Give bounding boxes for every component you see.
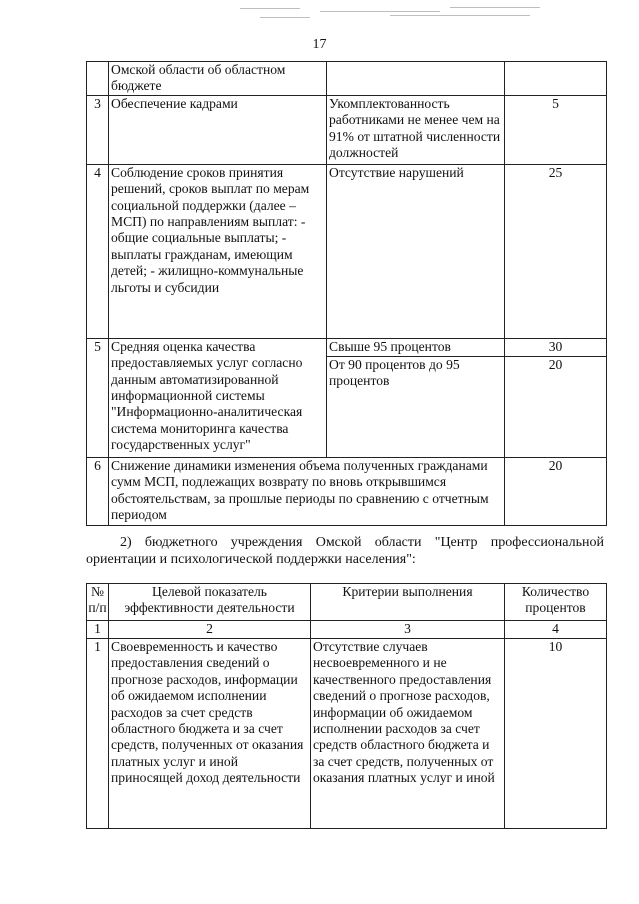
table-row [87,457,607,525]
section-paragraph [86,534,604,568]
row-number: 4 [87,164,109,338]
percent-cell [505,62,607,96]
header-criteria: Критерии выполнения [311,584,505,621]
criteria-cell: Свыше 95 процентов [327,338,505,356]
scan-noise [240,6,600,20]
table-header-row [87,584,607,621]
indicator-cell: Обеспечение кадрами [109,95,327,164]
header-indicator: Целевой показатель эффективности деятельности [109,584,311,621]
indicators-table-2 [86,583,607,829]
percent-cell: 10 [505,639,607,829]
page-number: 17 [312,37,327,52]
indicator-cell: Средняя оценка качества предоставляемых услуг согласно данным автоматизированной информационной системы "Информационно-аналитическая система мониторинга качества государственных услуг" [109,338,327,457]
criteria-cell: Укомплектованность работниками не менее чем на 91% от штатной численности должностей [327,95,505,164]
criteria-cell [327,62,505,96]
table-row [87,62,607,96]
indicators-table-1 [86,61,607,526]
indicator-cell: Своевременность и качество предоставления сведений о прогнозе расходов, информации об ожидаемом исполнении расходов за счет средств областного бюджета и за счет средств, полученных от оказания платных услуг и иной приносящей доход деятельности [109,639,311,829]
column-number: 4 [505,621,607,639]
table-row [87,95,607,164]
row-number: 3 [87,95,109,164]
header-percent: Количество процентов [505,584,607,621]
row-number: 1 [87,639,109,829]
criteria-cell: От 90 процентов до 95 процентов [327,356,505,457]
column-number: 3 [311,621,505,639]
percent-cell: 25 [505,164,607,338]
table-row [87,338,607,356]
indicator-cell: Соблюдение сроков принятия решений, сроков выплат по мерам социальной поддержки (далее – МСП) по направлениям выплат: - общие социальные выплаты; - выплаты гражданам, имеющим детей; - жилищно-коммунальные льготы и субсидии [109,164,327,338]
criteria-cell: Отсутствие нарушений [327,164,505,338]
row-number [87,62,109,96]
column-numbers-row [87,621,607,639]
criteria-cell: Отсутствие случаев несвоевременного и не качественного предоставления сведений о прогнозе расходов, информации об ожидаемом исполнении расходов за счет средств областного бюджета и за счет средств, полученных от оказания платных услуг и иной [311,639,505,829]
percent-cell: 20 [505,356,607,457]
percent-cell: 5 [505,95,607,164]
table-row [87,164,607,338]
paragraph-text: 2) бюджетного учреждения Омской области "Центр профессиональной ориентации и психологической поддержки населения": [86,535,604,567]
indicator-cell: Снижение динамики изменения объема полученных гражданами сумм МСП, подлежащих возврату по вновь открывшимся обстоятельствам, за прошлые периоды по сравнению с отчетным периодом [109,457,505,525]
percent-cell: 30 [505,338,607,356]
column-number: 2 [109,621,311,639]
indicator-cell: Омской области об областном бюджете [109,62,327,96]
percent-cell: 20 [505,457,607,525]
row-number: 5 [87,338,109,457]
row-number: 6 [87,457,109,525]
column-number: 1 [87,621,109,639]
table-row [87,639,607,829]
header-num: № п/п [87,584,109,621]
